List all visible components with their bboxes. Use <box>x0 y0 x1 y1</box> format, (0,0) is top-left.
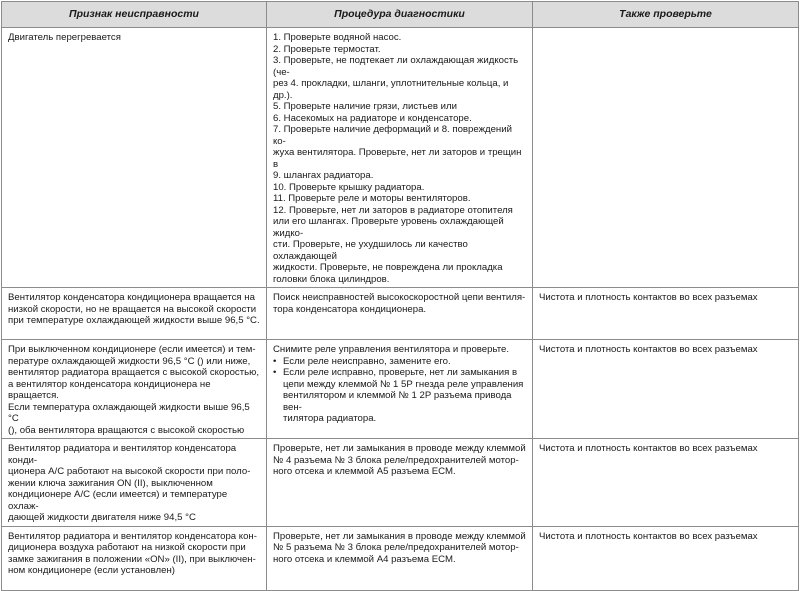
symptom-line: Вентилятор конденсатора кондиционера вращается на <box>8 292 255 303</box>
also-check-text: Чистота и плотность контактов во всех разъемах <box>539 292 758 303</box>
procedure-line: жуха вентилятора. Проверьте, нет ли заторов и трещин в <box>273 147 522 170</box>
symptom-line: Двигатель перегревается <box>8 32 121 43</box>
procedure-cell <box>267 288 533 340</box>
procedure-line: жидкости. Проверьте, не повреждена ли прокладка <box>273 262 503 273</box>
procedure-line: вентилятором и клеммой № 1 2Р разъема привода вен- <box>283 390 512 413</box>
symptom-line: жении ключа зажигания ON (II), выключенном <box>8 477 213 489</box>
procedure-line: Проверьте, нет ли замыкания в проводе между клеммой <box>273 443 526 454</box>
symptom-line: вентилятор радиатора вращается с высокой скоростью, <box>8 367 259 378</box>
table-row <box>2 288 799 340</box>
procedure-line: 6. Насекомых на радиаторе и конденсаторе. <box>273 112 472 124</box>
also-check-cell <box>533 526 799 590</box>
procedure-line: № 5 разъема № 3 блока реле/предохранителей мотор- <box>273 542 519 553</box>
symptom-cell <box>2 526 267 590</box>
procedure-line: Проверьте, нет ли замыкания в проводе между клеммой <box>273 530 526 542</box>
diagnostics-table <box>1 1 799 591</box>
table-row <box>2 439 799 527</box>
procedure-line: цепи между клеммой № 1 5Р гнезда реле управления <box>283 378 524 390</box>
header-also-check: Также проверьте <box>533 2 799 28</box>
symptom-line: пературе охлаждающей жидкости 96,5 °С () или ниже, <box>8 355 251 367</box>
procedure-line: Поиск неисправностей высокоскоростной цепи вентиля- <box>273 292 526 303</box>
procedure-line: ного отсека и клеммой А5 разъема ЕСМ. <box>273 466 456 477</box>
procedure-line: тора конденсатора кондиционера. <box>273 303 427 315</box>
symptom-line: (), оба вентилятора вращаются с высокой скоростью <box>8 424 245 436</box>
procedure-line: тилятора радиатора. <box>283 413 377 424</box>
also-check-text: Чистота и плотность контактов во всех разъемах <box>539 443 758 454</box>
symptom-line: Если температура охлаждающей жидкости выше 96,5 °С <box>8 401 250 424</box>
symptom-line: При выключенном кондиционере (если имеется) и тем- <box>8 344 256 355</box>
procedure-cell <box>267 28 533 288</box>
symptom-cell <box>2 28 267 288</box>
procedure-line: 1. Проверьте водяной насос. <box>273 32 402 43</box>
symptom-line: низкой скорости, но не вращается на высокой скорости <box>8 303 257 315</box>
symptom-line: ционера А/С работают на высокой скорости при поло- <box>8 466 251 477</box>
also-check-cell <box>533 340 799 439</box>
symptom-line: кондиционере А/С (если имеется) и температуре охлаж- <box>8 489 228 512</box>
bullet-dot-icon: • <box>273 367 277 378</box>
procedure-line: 10. Проверьте крышку радиатора. <box>273 181 425 193</box>
header-row <box>2 2 799 28</box>
symptom-cell <box>2 340 267 439</box>
symptom-cell <box>2 288 267 340</box>
procedure-cell <box>267 526 533 590</box>
procedure-cell <box>267 439 533 527</box>
symptom-line: ном кондиционере (если установлен) <box>8 565 175 576</box>
header-symptom: Признак неисправности <box>2 2 267 28</box>
symptom-line: замке зажигания в положении «ON» (II), при выключен- <box>8 553 256 565</box>
table-row <box>2 340 799 439</box>
procedure-line: 5. Проверьте наличие грязи, листьев или <box>273 101 457 112</box>
procedure-line: 11. Проверьте реле и моторы вентиляторов. <box>273 193 471 204</box>
procedure-line: рез 4. прокладки, шланги, уплотнительные кольца, и др.). <box>273 78 509 101</box>
also-check-text: Чистота и плотность контактов во всех разъемах <box>539 344 758 355</box>
table-row <box>2 28 799 288</box>
symptom-line: диционера воздуха работают на низкой скорости при <box>8 542 246 553</box>
procedure-line: или его шлангах. Проверьте уровень охлаждающей жидко- <box>273 216 504 239</box>
also-check-cell <box>533 28 799 288</box>
header-procedure: Процедура диагностики <box>267 2 533 28</box>
table-row <box>2 526 799 590</box>
procedure-line: 2. Проверьте термостат. <box>273 43 381 55</box>
procedure-line: 12. Проверьте, нет ли заторов в радиаторе отопителя <box>273 204 513 216</box>
procedure-line: № 4 разъема № 3 блока реле/предохранителей мотор- <box>273 454 519 466</box>
procedure-bullet: • Если реле исправно, проверьте, нет ли замыкания в <box>273 367 518 378</box>
bullet-dot-icon: • <box>273 355 277 367</box>
procedure-cell <box>267 340 533 439</box>
also-check-cell <box>533 288 799 340</box>
symptom-line: при температуре охлаждающей жидкости выше 96,5 °С. <box>8 315 260 326</box>
symptom-line: Вентилятор радиатора и вентилятор конденсатора кон- <box>8 530 257 542</box>
symptom-cell <box>2 439 267 527</box>
procedure-line: 7. Проверьте наличие деформаций и 8. повреждений ко- <box>273 124 512 147</box>
procedure-intro: Снимите реле управления вентилятора и проверьте. <box>273 344 509 355</box>
also-check-text: Чистота и плотность контактов во всех разъемах <box>539 530 758 542</box>
procedure-line: 3. Проверьте, не подтекает ли охлаждающая жидкость (че- <box>273 55 519 78</box>
procedure-line: сти. Проверьте, не ухудшилось ли качество охлаждающей <box>273 239 468 262</box>
symptom-line: дающей жидкости двигателя ниже 94,5 °С <box>8 512 196 523</box>
also-check-cell <box>533 439 799 527</box>
procedure-bullet: • Если реле неисправно, замените его. <box>273 355 451 367</box>
procedure-line: 9. шлангах радиатора. <box>273 170 374 181</box>
procedure-line: головки блока цилиндров. <box>273 273 390 285</box>
procedure-line: ного отсека и клеммой А4 разъема ЕСМ. <box>273 553 456 565</box>
symptom-line: Вентилятор радиатора и вентилятор конденсатора конди- <box>8 443 237 466</box>
symptom-line: а вентилятор конденсатора кондиционера не вращается. <box>8 378 211 401</box>
